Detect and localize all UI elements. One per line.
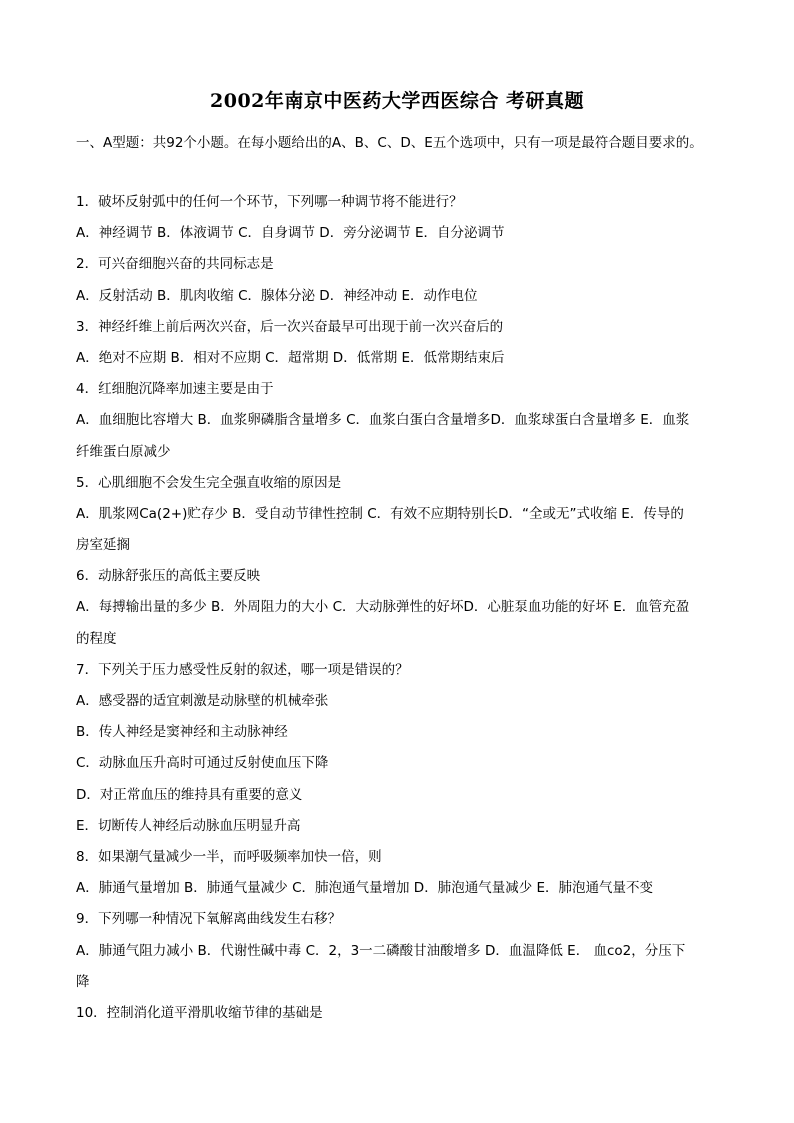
document-line: A．反射活动 B．肌肉收缩 C．腺体分泌 D．神经冲动 E．动作电位 [76, 287, 478, 304]
document-line: A．绝对不应期 B．相对不应期 C．超常期 D．低常期 E．低常期结束后 [76, 349, 505, 366]
document-line: 纤维蛋白原减少 [76, 443, 171, 460]
document-line: 5．心肌细胞不会发生完全强直收缩的原因是 [76, 474, 342, 491]
page-title: 2002年南京中医药大学西医综合 考研真题 [210, 90, 584, 112]
document-line: A．每搏输出量的多少 B．外周阻力的大小 C．大动脉弹性的好坏D．心脏泵血功能的好坏 E．血管充盈 [76, 599, 690, 616]
document-line: 10．控制消化道平滑肌收缩节律的基础是 [76, 1004, 323, 1021]
section-intro: 一、A型题：共92个小题。在每小题给出的A、B、C、D、E五个选项中，只有一项是最符合题目要求的。 [76, 135, 703, 151]
document-line: E．切断传人神经后动脉血压明显升高 [76, 817, 301, 834]
document-line: A．肌浆网Ca(2+)贮存少 B．受自动节律性控制 C．有效不应期特别长D．“全或无”式收缩 E．传导的 [76, 505, 684, 522]
document-line: 3．神经纤维上前后两次兴奋，后一次兴奋最早可出现于前一次兴奋后的 [76, 318, 504, 335]
document-line: B．传人神经是窦神经和主动脉神经 [76, 724, 288, 741]
document-line: 房室延搁 [76, 537, 130, 554]
document-line: 6．动脉舒张压的高低主要反映 [76, 568, 261, 585]
document-line: A．感受器的适宜刺激是动脉壁的机械牵张 [76, 693, 329, 709]
document-line: A．肺通气量增加 B．肺通气量减少 C．肺泡通气量增加 D．肺泡通气量减少 E．肺泡通气量不变 [76, 880, 654, 897]
document-line: 4．红细胞沉降率加速主要是由于 [76, 381, 274, 398]
document-line: 的程度 [76, 630, 117, 647]
document-line: C．动脉血压升高时可通过反射使血压下降 [76, 755, 329, 772]
document-line: 9．下列哪一种情况下氧解离曲线发生右移？ [76, 911, 342, 928]
document-line: 降 [76, 973, 90, 990]
document-line: 2．可兴奋细胞兴奋的共同标志是 [76, 256, 274, 273]
question-list [76, 192, 720, 1034]
document-line: A．神经调节 B．体液调节 C．自身调节 D．旁分泌调节 E．自分泌调节 [76, 225, 505, 242]
document-line: 7．下列关于压力感受性反射的叙述，哪一项是错误的？ [76, 661, 409, 678]
document-line: A．血细胞比容增大 B．血浆卵磷脂含量增多 C．血浆白蛋白含量增多D．血浆球蛋白含量增多 E．血浆 [76, 412, 690, 429]
document-line: 8．如果潮气量减少一半，而呼吸频率加快一倍，则 [76, 848, 382, 865]
document-line: A．肺通气阻力减小 B．代谢性碱中毒 C．2，3一二磷酸甘油酸增多 D．血温降低 E． 血co2，分压下 [76, 942, 686, 959]
document-line: 1．破坏反射弧中的任何一个环节，下列哪一种调节将不能进行？ [76, 194, 463, 210]
document-line: D．对正常血压的维持具有重要的意义 [76, 786, 303, 803]
